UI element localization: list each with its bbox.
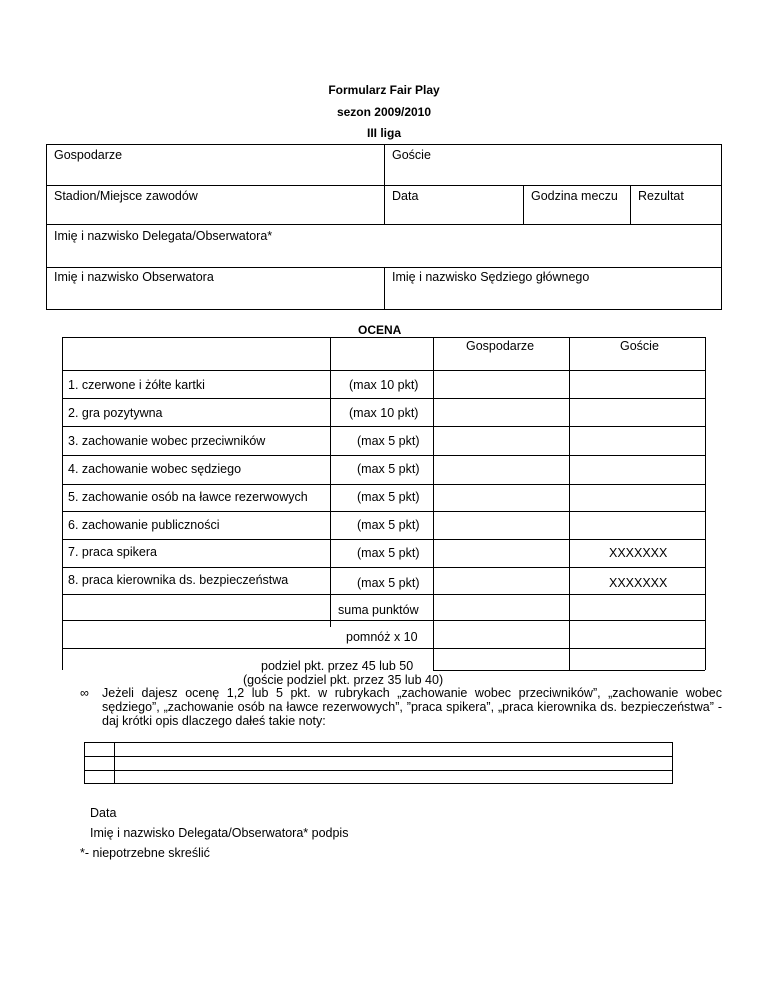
row-max: (max 5 pkt) xyxy=(357,518,420,532)
match-time-field[interactable]: Godzina meczu xyxy=(531,189,618,203)
league-label: III liga xyxy=(366,126,401,140)
row-max: (max 10 pkt) xyxy=(349,378,419,392)
observer-field[interactable]: Imię i nazwisko Obserwatora xyxy=(54,270,214,284)
footnote: *- niepotrzebne skreślić xyxy=(80,846,210,860)
referee-field[interactable]: Imię i nazwisko Sędziego głównego xyxy=(392,270,590,284)
note-bullet-icon: ∞ xyxy=(80,686,89,700)
row-label: 2. gra pozytywna xyxy=(68,406,163,420)
footer-signature: Imię i nazwisko Delegata/Obserwatora* podpis xyxy=(90,826,349,840)
divide-label: podziel pkt. przez 45 lub 50 xyxy=(261,659,414,673)
description-row[interactable] xyxy=(115,757,672,770)
row-max: (max 5 pkt) xyxy=(357,462,420,476)
row-label: 6. zachowanie publiczności xyxy=(68,518,220,532)
row-label: 1. czerwone i żółte kartki xyxy=(68,378,205,392)
row-label: 4. zachowanie wobec sędziego xyxy=(68,462,242,476)
row-guests-excluded: XXXXXXX xyxy=(609,546,668,560)
form-title: Formularz Fair Play xyxy=(328,83,440,97)
col-guests-header: Goście xyxy=(620,339,659,353)
stadium-field[interactable]: Stadion/Miejsce zawodów xyxy=(54,189,198,203)
row-label: 3. zachowanie wobec przeciwników xyxy=(68,434,266,448)
guests-field[interactable]: Goście xyxy=(392,148,431,162)
hosts-field[interactable]: Gospodarze xyxy=(54,148,123,162)
result-field[interactable]: Rezultat xyxy=(638,189,684,203)
footer-date: Data xyxy=(90,806,117,820)
row-max: (max 5 pkt) xyxy=(357,576,420,590)
delegate-field[interactable]: Imię i nazwisko Delegata/Obserwatora* xyxy=(54,229,273,243)
description-row[interactable] xyxy=(115,743,672,756)
note-text: Jeżeli dajesz ocenę 1,2 lub 5 pkt. w rubrykach „zachowanie wobec przeciwników”, „zachowanie wobec sędziego”, „zachowanie osób na ławce rezerwowych”, ”praca spikera”, „praca kierownika ds. bezpieczeństwa” - daj krótki opis dlaczego dałeś takie noty: xyxy=(102,686,722,728)
row-max: (max 10 pkt) xyxy=(349,406,419,420)
divide-guests-label: (goście podziel pkt. przez 35 lub 40) xyxy=(243,673,444,687)
row-label: 8. praca kierownika ds. bezpieczeństwa xyxy=(68,573,289,587)
row-guests-excluded: XXXXXXX xyxy=(609,576,668,590)
col-hosts-header: Gospodarze xyxy=(466,339,535,353)
row-label: 7. praca spikera xyxy=(68,545,157,559)
row-max: (max 5 pkt) xyxy=(357,434,420,448)
row-max: (max 5 pkt) xyxy=(357,490,420,504)
row-max: (max 5 pkt) xyxy=(357,546,420,560)
sum-label: suma punktów xyxy=(338,603,419,617)
date-field[interactable]: Data xyxy=(392,189,419,203)
row-label: 5. zachowanie osób na ławce rezerwowych xyxy=(68,490,308,504)
description-row[interactable] xyxy=(115,771,672,784)
multiply-label: pomnóż x 10 xyxy=(346,630,418,644)
season-label: sezon 2009/2010 xyxy=(336,105,432,119)
rating-heading: OCENA xyxy=(358,323,402,337)
